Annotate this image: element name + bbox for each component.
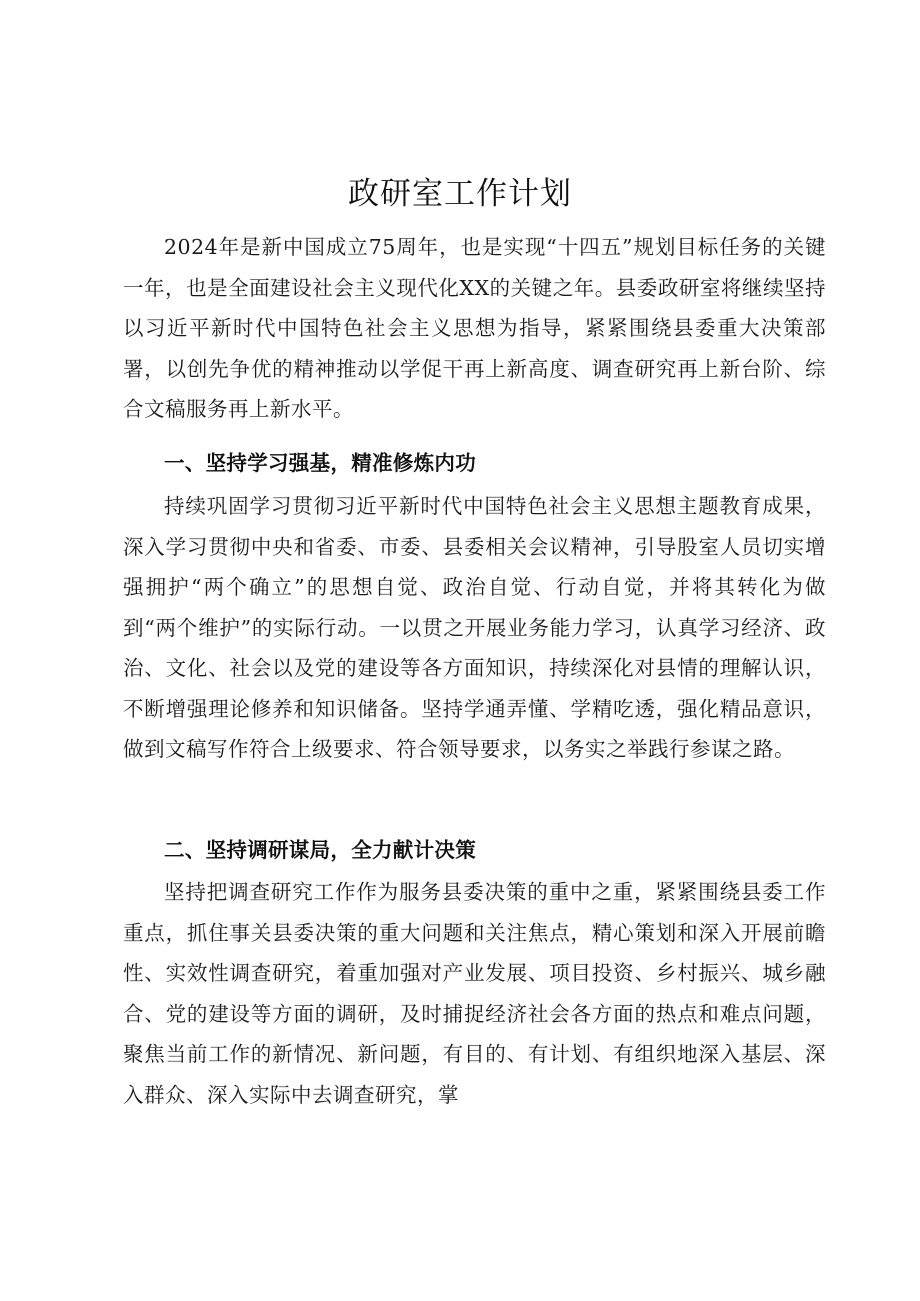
- section-2-paragraph: 坚持把调查研究工作作为服务县委决策的重中之重，紧紧围绕县委工作重点，抓住事关县委决策的重大问题和关注焦点，精心策划和深入开展前瞻性、实效性调查研究，着重加强对产业发展、项目投资、乡村振兴、城乡融合、党的建设等方面的调研，及时捕捉经济社会各方面的热点和难点问题，聚焦当前工作的新情况、新问题，有目的、有计划、有组织地深入基层、深入群众、深入实际中去调查研究，掌: [123, 880, 826, 1107]
- document-title: 政研室工作计划: [348, 176, 572, 212]
- section-1-paragraph: 持续巩固学习贯彻习近平新时代中国特色社会主义思想主题教育成果，深入学习贯彻中央和省委、市委、县委相关会议精神，引导股室人员切实增强拥护“两个确立”的思想自觉、政治自觉、行动自觉，并将其转化为做到“两个维护”的实际行动。一以贯之开展业务能力学习，认真学习经济、政治、文化、社会以及党的建设等各方面知识，持续深化对县情的理解认识，不断增强理论修养和知识储备。坚持学通弄懂、学精吃透，强化精品意识，做到文稿写作符合上级要求、符合领导要求，以务实之举践行参谋之路。: [123, 494, 826, 761]
- section-2-heading: 二、坚持调研谋局，全力献计决策: [164, 838, 476, 862]
- intro-paragraph: 2024年是新中国成立75周年，也是实现“十四五”规划目标任务的关键一年，也是全面建设社会主义现代化XX的关键之年。县委政研室将继续坚持以习近平新时代中国特色社会主义思想为指导，紧紧围绕县委重大决策部署，以创先争优的精神推动以学促干再上新高度、调查研究再上新台阶、综合文稿服务再上新水平。: [123, 235, 826, 421]
- section-1-heading: 一、坚持学习强基，精准修炼内功: [164, 451, 476, 475]
